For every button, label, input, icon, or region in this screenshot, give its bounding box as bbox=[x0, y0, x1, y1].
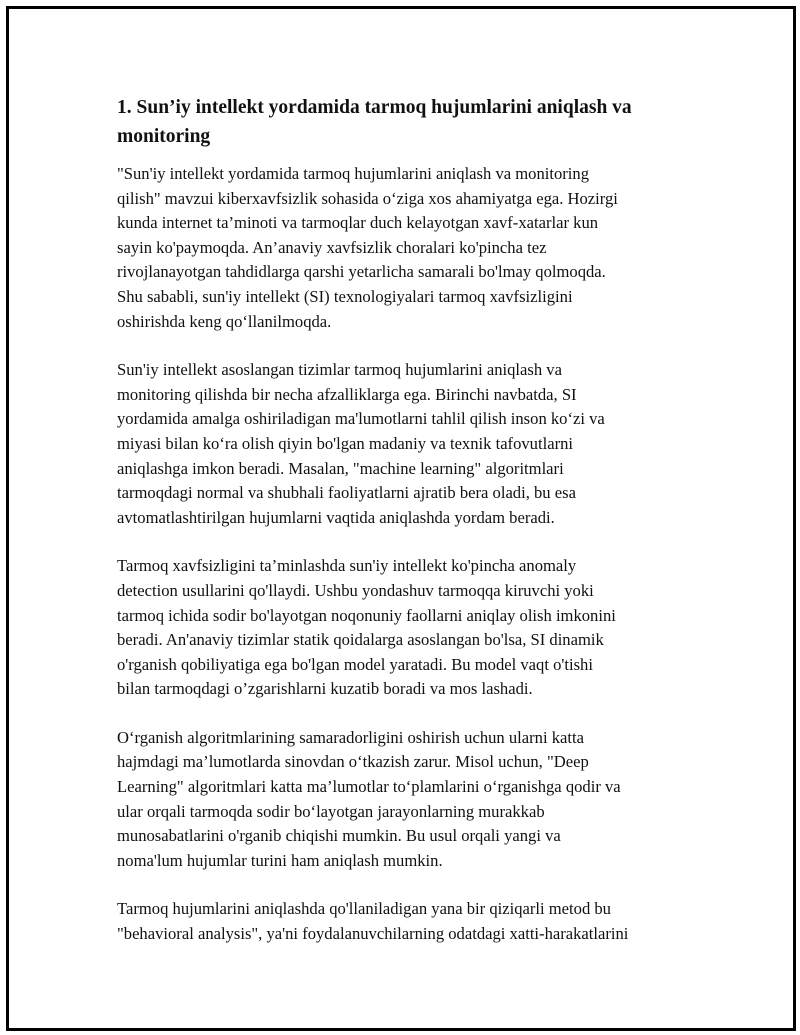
paragraph-line: tarmoq ichida sodir bo'layotgan noqonuniy faollarni aniqlay olish imkonini bbox=[117, 605, 616, 625]
paragraph-line: yordamida amalga oshiriladigan ma'lumotlarni tahlil qilish inson ko‘zi va bbox=[117, 409, 605, 429]
paragraph-line: "behavioral analysis", ya'ni foydalanuvchilarning odatdagi xatti-harakatlarini bbox=[117, 924, 629, 944]
paragraph-line: aniqlashga imkon beradi. Masalan, "machine learning" algoritmlari bbox=[117, 458, 564, 478]
paragraph-line: "Sun'iy intellekt yordamida tarmoq hujumlarini aniqlash va monitoring bbox=[117, 164, 590, 183]
paragraph-line: monitoring qilishda bir necha afzalliklarga ega. Birinchi navbatda, SI bbox=[117, 384, 577, 404]
paragraph-line: munosabatlarini o'rganib chiqishi mumkin. Bu usul orqali yangi va bbox=[117, 826, 561, 846]
paragraph-5 bbox=[117, 897, 692, 946]
paragraph-line: sayin ko'paymoqda. An’anaviy xavfsizlik choralari ko'pincha tez bbox=[117, 237, 547, 257]
paragraph-line: rivojlanayotgan tahdidlarga qarshi yetarlicha samarali bo'lmay qolmoqda. bbox=[117, 262, 606, 282]
paragraph-line: Tarmoq xavfsizligini ta’minlashda sun'iy intellekt ko'pincha anomaly bbox=[117, 556, 577, 576]
paragraph-line: hajmdagi ma’lumotlarda sinovdan o‘tkazish zarur. Misol uchun, "Deep bbox=[117, 752, 589, 772]
heading-line: 1. Sun’iy intellekt yordamida tarmoq hujumlarini aniqlash va bbox=[117, 97, 632, 118]
section-heading bbox=[117, 93, 692, 151]
paragraph-line: tarmoqdagi normal va shubhali faoliyatlarni ajratib bera oladi, bu esa bbox=[117, 483, 576, 503]
paragraph-line: oshirishda keng qo‘llanilmoqda. bbox=[117, 311, 332, 331]
paragraph-line: Learning" algoritmlari katta ma’lumotlar to‘plamlarini o‘rganishga qodir va bbox=[117, 777, 621, 797]
paragraph-line: Sun'iy intellekt asoslangan tizimlar tarmoq hujumlarini aniqlash va bbox=[117, 360, 562, 380]
paragraph-1 bbox=[117, 162, 692, 334]
paragraph-4 bbox=[117, 726, 692, 874]
paragraph-line: avtomatlashtirilgan hujumlarni vaqtida aniqlashda yordam beradi. bbox=[117, 507, 555, 527]
paragraph-line: beradi. An'anaviy tizimlar statik qoidalarga asoslangan bo'lsa, SI dinamik bbox=[117, 630, 604, 650]
paragraph-line: bilan tarmoqdagi o’zgarishlarni kuzatib boradi va mos lashadi. bbox=[117, 679, 533, 699]
document-body bbox=[117, 93, 692, 971]
paragraph-line: noma'lum hujumlar turini ham aniqlash mumkin. bbox=[117, 850, 443, 870]
paragraph-line: kunda internet ta’minoti va tarmoqlar duch kelayotgan xavf-xatarlar kun bbox=[117, 213, 599, 233]
paragraph-line: Shu sababli, sun'iy intellekt (SI) texnologiyalari tarmoq xavfsizligini bbox=[117, 286, 573, 306]
paragraph-line: Tarmoq hujumlarini aniqlashda qo'llaniladigan yana bir qiziqarli metod bu bbox=[117, 899, 611, 919]
paragraph-3 bbox=[117, 554, 692, 702]
paragraph-line: o'rganish qobiliyatiga ega bo'lgan model yaratadi. Bu model vaqt o'tishi bbox=[117, 654, 593, 674]
heading-line: monitoring bbox=[117, 126, 211, 147]
paragraph-line: ular orqali tarmoqda sodir bo‘layotgan jarayonlarning murakkab bbox=[117, 801, 545, 821]
paragraph-line: qilish" mavzui kiberxavfsizlik sohasida o‘ziga xos ahamiyatga ega. Hozirgi bbox=[117, 188, 618, 208]
paragraph-line: miyasi bilan ko‘ra olish qiyin bo'lgan madaniy va texnik tafovutlarni bbox=[117, 433, 573, 453]
paragraph-line: O‘rganish algoritmlarining samaradorligini oshirish uchun ularni katta bbox=[117, 727, 584, 747]
paragraph-2 bbox=[117, 358, 692, 530]
paragraph-line: detection usullarini qo'llaydi. Ushbu yondashuv tarmoqqa kiruvchi yoki bbox=[117, 580, 594, 600]
